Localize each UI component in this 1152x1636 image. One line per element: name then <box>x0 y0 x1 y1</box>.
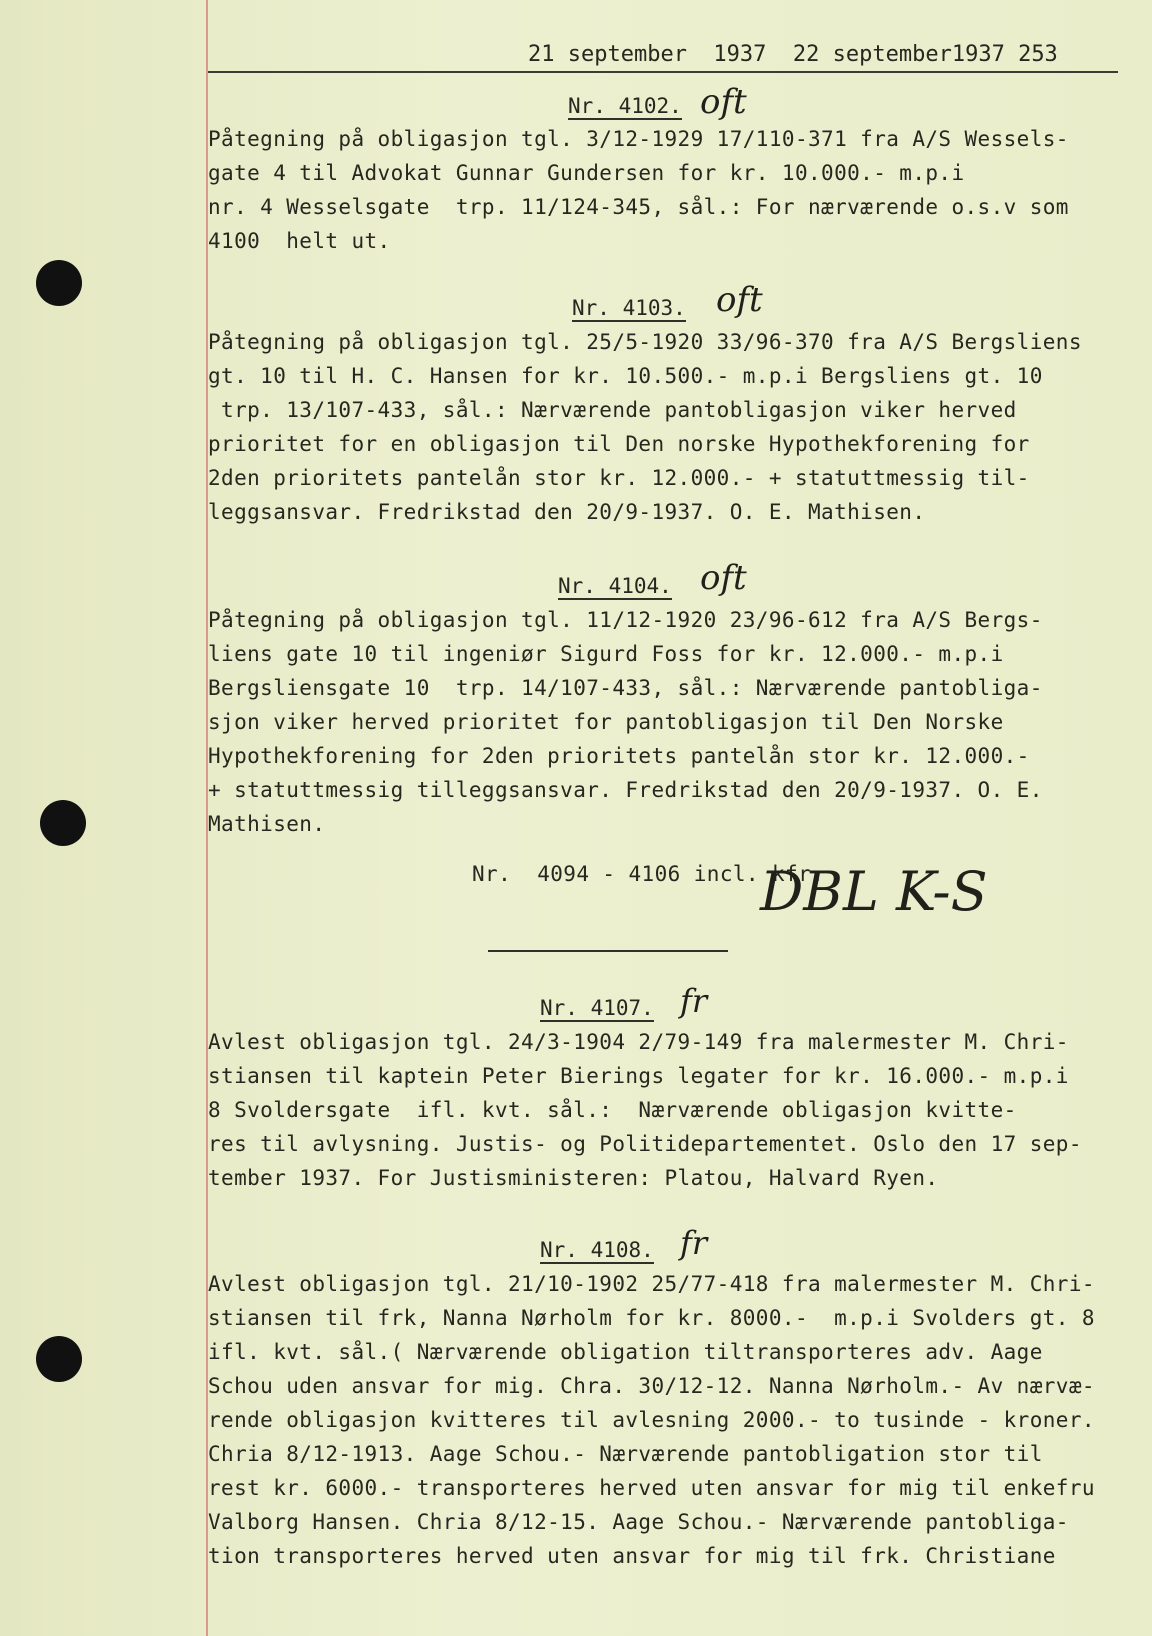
header-rule <box>208 71 1118 73</box>
entry-line: Valborg Hansen. Chria 8/12-15. Aage Schou.- Nærværende pantobliga- <box>208 1510 1069 1534</box>
entry-line: tember 1937. For Justisministeren: Platou, Halvard Ryen. <box>208 1166 939 1190</box>
punch-hole <box>40 800 86 846</box>
handwritten-signature: DBL K-S <box>760 860 988 923</box>
entry-line: + statuttmessig tilleggsansvar. Fredrikstad den 20/9-1937. O. E. <box>208 778 1043 802</box>
entry-mark: oft <box>700 82 747 122</box>
entry-number: Nr. 4108. <box>540 1238 654 1262</box>
entry-number: Nr. 4102. <box>568 94 682 118</box>
entry-line: Påtegning på obligasjon tgl. 25/5-1920 33/96-370 fra A/S Bergsliens <box>208 330 1082 354</box>
entry-number: Nr. 4107. <box>540 996 654 1020</box>
entry-line: 8 Svoldersgate ifl. kvt. sål.: Nærværende obligasjon kvitte- <box>208 1098 1017 1122</box>
entry-line: leggsansvar. Fredrikstad den 20/9-1937. O. E. Mathisen. <box>208 500 926 524</box>
entry-line: gate 4 til Advokat Gunnar Gundersen for kr. 10.000.- m.p.i <box>208 161 965 185</box>
entry-line: sjon viker herved prioritet for pantobligasjon til Den Norske <box>208 710 1004 734</box>
entry-line: Påtegning på obligasjon tgl. 3/12-1929 17/110-371 fra A/S Wessels- <box>208 127 1069 151</box>
punch-hole <box>36 260 82 306</box>
entry-line: tion transporteres herved uten ansvar for mig til frk. Christiane <box>208 1544 1056 1568</box>
entry-line: prioritet for en obligasjon til Den norske Hypothekforening for <box>208 432 1030 456</box>
entry-line: stiansen til frk, Nanna Nørholm for kr. 8000.- m.p.i Svolders gt. 8 <box>208 1306 1095 1330</box>
entry-line: Chria 8/12-1913. Aage Schou.- Nærværende pantobligation stor til <box>208 1442 1043 1466</box>
separator-line <box>488 950 728 952</box>
entry-line: rende obligasjon kvitteres til avlesning 2000.- to tusinde - kroner. <box>208 1408 1095 1432</box>
entry-mark: oft <box>700 558 747 598</box>
entry-line: Påtegning på obligasjon tgl. 11/12-1920 23/96-612 fra A/S Bergs- <box>208 608 1043 632</box>
entry-line: Bergsliensgate 10 trp. 14/107-433, sål.: Nærværende pantobliga- <box>208 676 1043 700</box>
summary-line: Nr. 4094 - 4106 incl. kfr. <box>472 862 825 886</box>
entry-line: rest kr. 6000.- transporteres herved uten ansvar for mig til enkefru <box>208 1476 1095 1500</box>
entry-line: res til avlysning. Justis- og Politidepartementet. Oslo den 17 sep- <box>208 1132 1082 1156</box>
entry-mark: fr <box>680 1224 708 1262</box>
entry-line: nr. 4 Wesselsgate trp. 11/124-345, sål.: For nærværende o.s.v som <box>208 195 1069 219</box>
entry-number: Nr. 4104. <box>558 574 672 598</box>
entry-line: Mathisen. <box>208 812 326 836</box>
entry-mark: oft <box>716 280 763 320</box>
entry-line: Schou uden ansvar for mig. Chra. 30/12-12. Nanna Nørholm.- Av nærvæ- <box>208 1374 1095 1398</box>
entry-line: Avlest obligasjon tgl. 21/10-1902 25/77-418 fra malermester M. Chri- <box>208 1272 1095 1296</box>
entry-line: ifl. kvt. sål.( Nærværende obligation tiltransporteres adv. Aage <box>208 1340 1043 1364</box>
entry-line: gt. 10 til H. C. Hansen for kr. 10.500.- m.p.i Bergsliens gt. 10 <box>208 364 1043 388</box>
entry-line: 4100 helt ut. <box>208 229 391 253</box>
entry-line: stiansen til kaptein Peter Bierings legater for kr. 16.000.- m.p.i <box>208 1064 1069 1088</box>
entry-line: trp. 13/107-433, sål.: Nærværende pantobligasjon viker herved <box>208 398 1017 422</box>
entry-line: liens gate 10 til ingeniør Sigurd Foss for kr. 12.000.- m.p.i <box>208 642 1004 666</box>
entry-line: Hypothekforening for 2den prioritets pantelån stor kr. 12.000.- <box>208 744 1030 768</box>
punch-hole <box>36 1336 82 1382</box>
entry-line: Avlest obligasjon tgl. 24/3-1904 2/79-149 fra malermester M. Chri- <box>208 1030 1069 1054</box>
entry-number: Nr. 4103. <box>572 296 686 320</box>
entry-mark: fr <box>680 982 708 1020</box>
page-header: 21 september 1937 22 september1937 253 <box>528 42 1058 67</box>
entry-line: 2den prioritets pantelån stor kr. 12.000.- + statuttmessig til- <box>208 466 1030 490</box>
